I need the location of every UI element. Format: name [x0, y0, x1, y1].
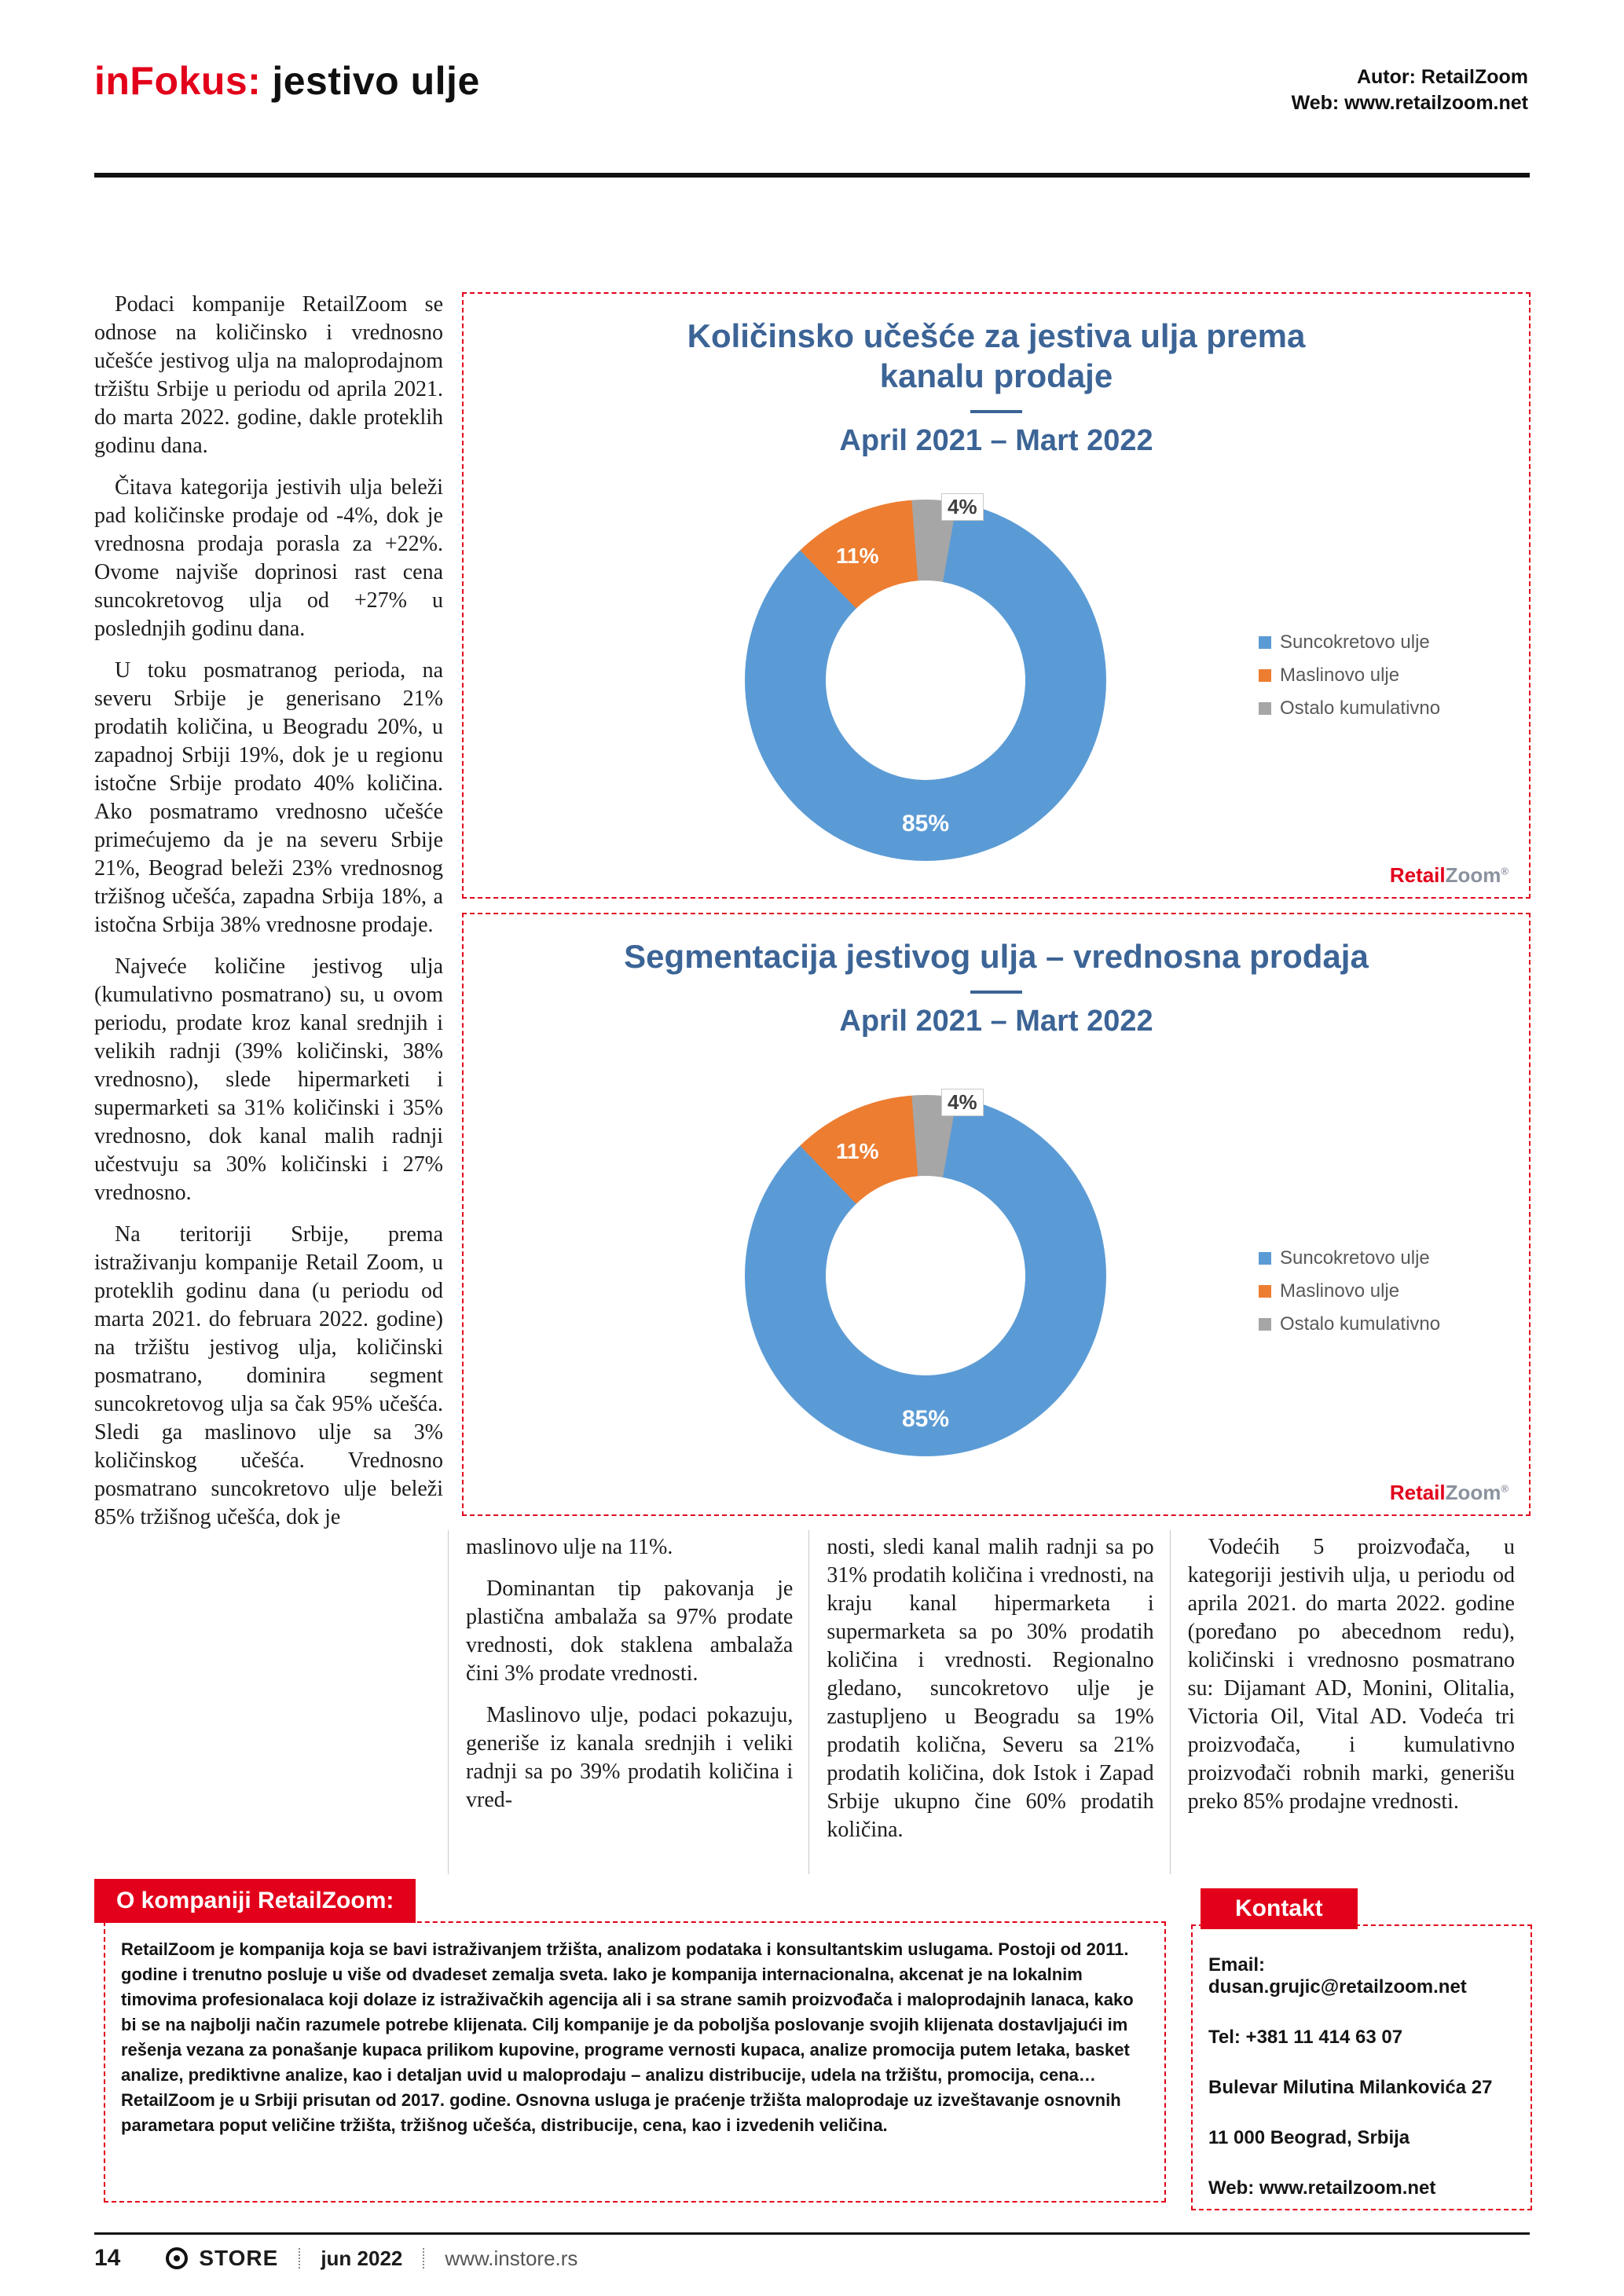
footer-brand: [166, 2246, 577, 2271]
legend-item: [1259, 632, 1440, 654]
chart-box-quantity: [462, 292, 1531, 899]
value-label: 11%: [836, 544, 879, 568]
contact-web: Web: www.retailzoom.net: [1208, 2177, 1436, 2199]
web-line: Web: www.retailzoom.net: [1291, 92, 1528, 114]
legend-swatch-icon: [1259, 1285, 1271, 1298]
legend-item: [1259, 1280, 1440, 1302]
contact-title-badge: Kontakt: [1201, 1888, 1358, 1929]
value-label: 85%: [901, 811, 950, 837]
chart-legend: [1259, 1247, 1440, 1346]
chart-subtitle: April 2021 – Mart 2022: [839, 1005, 1153, 1038]
website-link: www.instore.rs: [445, 2246, 578, 2270]
page-number: 14: [94, 2245, 121, 2271]
about-title-badge: O kompaniji RetailZoom:: [94, 1879, 416, 1923]
masthead-topic: jestivo ulje: [272, 59, 480, 103]
donut-chart: [745, 495, 1106, 861]
article-column-2: [808, 1530, 1169, 1874]
chart-title: Količinsko učešće za jestiva ulja prema kanalu prodaje: [687, 317, 1306, 395]
store-logo-icon: [166, 2247, 188, 2269]
chart-legend: [1259, 632, 1440, 731]
legend-swatch-icon: [1259, 1252, 1271, 1265]
legend-label: Suncokretovo ulje: [1280, 632, 1430, 653]
logo-part-zoom: Zoom: [1445, 1481, 1501, 1504]
chart-subtitle: April 2021 – Mart 2022: [839, 424, 1153, 458]
legend-swatch-icon: [1259, 669, 1271, 682]
article-paragraph: Najveće količine jestivog ulja (kumulativno posmatrano) su, u ovom periodu, prodate kroz kanal srednjih i velikih radnji (39% količinski, 38% vrednosno), slede hipermarketi i supermarketi sa 31% količinski i 35% vrednosno, dok kanal malih radnji učestvuju sa 30% količinski i 27% vrednosno.: [94, 954, 443, 1205]
logo-mark: ®: [1501, 1482, 1509, 1495]
article-paragraph: U toku posmatranog perioda, na severu Srbije je generisano 21% prodatih količina, u Beogradu 20%, u zapadnoj Srbiji 19%, dok je u regionu istočne Srbije prodato 40% količina. Ako posmatramo vrednosno učešće primećujemo da je na severu Srbije 21%, Beograd beleži 23% vrednosnog tržišnog učešća, zapadna Srbija 18%, a istočna Srbija 38% vrednosne prodaje.: [94, 658, 443, 937]
title-divider: [970, 410, 1022, 413]
author-line: Autor: RetailZoom: [1356, 66, 1528, 88]
value-label: 4%: [941, 1089, 984, 1116]
article-left-column: [94, 291, 443, 1873]
contact-phone: Tel: +381 11 414 63 07: [1208, 2027, 1403, 2048]
about-paragraph: RetailZoom je u Srbiji prisutan od 2017. godine. Osnovna usluga je praćenje tržišta maloprodaje uz izveštavanje osnovnih parametara poput veličine tržišta, tržišnog učešća, distribucije, cena, kao i izvedenih veličina.: [121, 2090, 1121, 2135]
issue-date: jun 2022: [321, 2246, 403, 2270]
magazine-name: STORE: [199, 2246, 279, 2270]
article-paragraph: nosti, sledi kanal malih radnji sa po 31% prodatih količina i vrednosti, na kraju kanal hipermarketa i supermarketa sa po 30% prodatih količina i vrednosti. Regionalno gledano, suncokretovo ulje je zastupljeno u Beogradu sa 19% prodatih količna, Severu sa 21% prodatih količina, dok Istok i Zapad Srbije ukupno čine 60% prodatih količina.: [827, 1535, 1154, 1842]
article-paragraph: Čitava kategorija jestivih ulja beleži pad količinske prodaje od -4%, dok je vrednosna prodaja porasla za +22%. Ovome najviše doprinosi rast cena suncokretovog ulja od +27% u poslednjih godinu dana.: [94, 475, 443, 641]
title-divider: [970, 991, 1022, 994]
legend-label: Ostalo kumulativno: [1280, 698, 1441, 719]
retailzoom-logo: [1390, 863, 1509, 888]
donut-hole: [826, 1176, 1025, 1375]
contact-address: Bulevar Milutina Milankovića 27: [1208, 2077, 1493, 2098]
donut-hole: [826, 580, 1025, 780]
contact-city: 11 000 Beograd, Srbija: [1208, 2127, 1410, 2148]
logo-part-zoom: Zoom: [1445, 863, 1501, 887]
article-paragraph: Podaci kompanije RetailZoom se odnose na količinsko i vrednosno učešće jestivog ulja na maloprodajnom tržištu Srbije u periodu od aprila 2021. do marta 2022. godine, dakle proteklih godinu dana.: [94, 292, 443, 458]
article-paragraph: Vodećih 5 proizvođača, u kategoriji jestivih ulja, u periodu od aprila 2021. do marta 2022. godine (poređano po abecednom redu), količinski i vrednosno posmatrano su: Dijamant AD, Monini, Olitalia, Victoria Oil, Vital AD. Vodeća tri proizvođača, i kumulativno proizvođači robnih marki, generišu preko 85% prodajne vrednosti.: [1187, 1535, 1515, 1814]
article-column-1: [448, 1530, 808, 1874]
legend-swatch-icon: [1259, 702, 1271, 715]
masthead: [94, 58, 480, 104]
legend-item: [1259, 665, 1440, 687]
contact-box: [1191, 1924, 1532, 2210]
logo-part-retail: Retail: [1389, 863, 1446, 887]
legend-item: [1259, 1247, 1440, 1269]
legend-label: Maslinovo ulje: [1280, 1280, 1400, 1302]
footer: [94, 2245, 1530, 2272]
legend-label: Ostalo kumulativno: [1280, 1313, 1441, 1335]
donut-chart: [745, 1090, 1106, 1456]
value-label: 4%: [941, 493, 984, 521]
article-paragraph: Na teritoriji Srbije, prema istraživanju kompanije Retail Zoom, u proteklih godinu dana (u periodu od marta 2021. do februara 2022. godine) na tržištu jestivog ulja, količinski posmatrano, dominira segment suncokretovog ulja sa čak 95% učešća. Sledi ga maslinovo ulje sa 3% količinskog učešća. Vrednosno posmatrano suncokretovo ulje beleži 85% tržišnog učešća, dok je: [94, 1222, 443, 1529]
header-rule: [94, 173, 1530, 178]
author-block: [1292, 64, 1528, 116]
chart-title: Segmentacija jestivog ulja – vrednosna prodaja: [624, 938, 1369, 975]
legend-item: [1259, 698, 1440, 720]
legend-swatch-icon: [1259, 636, 1271, 649]
logo-mark: ®: [1501, 865, 1509, 877]
about-paragraph: RetailZoom je kompanija koja se bavi istraživanjem tržišta, analizom podataka i konsultantskim uslugama. Postoji od 2011. godine i trenutno posluje u više od dvadeset zemalja sveta. Iako je kompanija internacionalna, akcenat je na lokalnim timovima profesionalaca koji dolaze iz istraživačkih agencija ali i sa strane samih proizvođača i maloprodajnih lanaca, kako bi se na najbolji način razumele potrebe klijenata. Cilj kompanije je da poboljša poslovanje svojih klijenata dostavljajući im rešenja vezana za ponašanje kupaca prilikom kupovine, programe vernosti kupaca, analize promocija putem letaka, basket analize, prediktivne analize, kao i detaljan uvid u maloprodaju – analizu distribucije, udela na tržištu, promocija, cena…: [121, 1939, 1134, 2085]
value-label: 85%: [901, 1406, 950, 1432]
footer-separator: [299, 2248, 300, 2269]
legend-label: Maslinovo ulje: [1280, 665, 1400, 686]
article-paragraph: maslinovo ulje na 11%.: [466, 1535, 673, 1559]
legend-item: [1259, 1313, 1440, 1335]
article-column-3: [1170, 1530, 1531, 1874]
article-paragraph: Maslinovo ulje, podaci pokazuju, generiše iz kanala srednjih i veliki radnji sa po 39% prodatih količina i vred-: [466, 1703, 794, 1812]
article-paragraph: Dominantan tip pakovanja je plastična ambalaža sa 97% prodate vrednosti, dok staklena ambalaža čini 3% prodate vrednosti.: [466, 1576, 794, 1686]
logo-part-retail: Retail: [1389, 1481, 1446, 1504]
contact-email: Email: dusan.grujic@retailzoom.net: [1208, 1954, 1467, 1998]
footer-separator: [423, 2248, 424, 2269]
about-box: [104, 1921, 1166, 2203]
retailzoom-logo: [1390, 1481, 1509, 1505]
legend-label: Suncokretovo ulje: [1280, 1247, 1430, 1269]
chart-box-value: [462, 913, 1531, 1516]
footer-rule: [94, 2232, 1530, 2235]
masthead-brand: inFokus:: [94, 59, 262, 103]
article-bottom-columns: [448, 1530, 1531, 1874]
value-label: 11%: [836, 1139, 879, 1163]
legend-swatch-icon: [1259, 1318, 1271, 1331]
